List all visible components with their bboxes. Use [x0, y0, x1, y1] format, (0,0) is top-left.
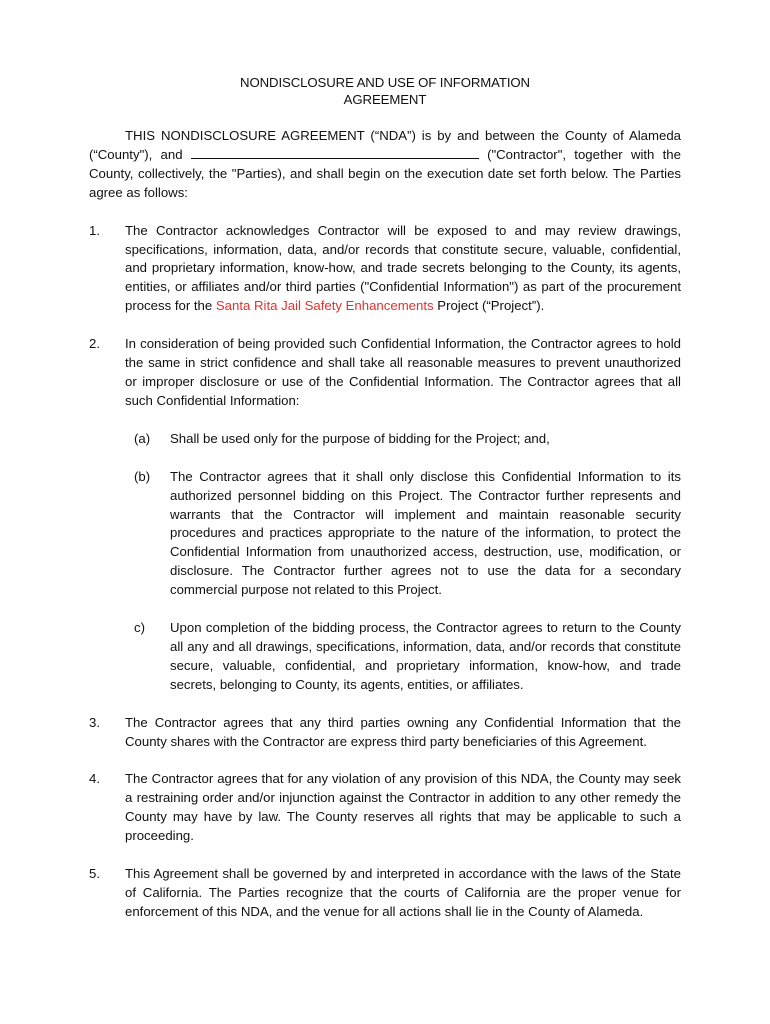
subsection-label: c)	[134, 620, 145, 636]
project-name-highlight: Santa Rita Jail Safety Enhancements	[215, 298, 434, 314]
section-number: 3.	[89, 714, 100, 730]
subsection-c	[89, 619, 681, 695]
subsection-label: (b)	[134, 468, 151, 484]
intro-text-part-2: ("Contractor", together with the County, collectively, the "Parties), and shall begin on the execution date set forth below. The Parties agree as follows:	[89, 146, 681, 200]
subsection-text: Upon completion of the bidding process, the Contractor agrees to return to the County all any and all drawings, specifications, information, data, and/or records that constitute secure, valuable, confidential, and proprietary information, know-how, and trade secrets, belonging to County, its agents, entities, or affiliates.	[170, 620, 681, 692]
section-1	[89, 222, 681, 317]
section-5	[89, 865, 681, 922]
contractor-name-blank[interactable]	[191, 146, 479, 159]
subsection-label: (a)	[134, 430, 151, 446]
title-line-2: AGREEMENT	[343, 92, 427, 107]
section-3	[89, 714, 681, 752]
subsection-a	[89, 430, 681, 449]
intro-paragraph	[89, 127, 681, 203]
section-text	[125, 222, 681, 317]
section-text: In consideration of being provided such Confidential Information, the Contractor agrees to hold the same in strict confidence and shall take all reasonable measures to prevent unauthorized or improper disclosure or use of the Confidential Information. The Contractor agrees that all such Confidential Information:	[125, 336, 681, 408]
section-1-text-before: The Contractor acknowledges Contractor will be exposed to and may review drawings, specifications, information, data, and/or records that constitute secure, valuable, confidential, and proprietary information, know-how, and trade secrets belonging to the County, its agents, entities, or affiliates and/or third parties ("Confidential Information") as part of the procurement process for the	[125, 222, 681, 314]
section-text: The Contractor agrees that for any violation of any provision of this NDA, the County may seek a restraining order and/or injunction against the Contractor in addition to any other remedy the County may have by law. The County reserves all rights that may be applicable to such a proceeding.	[125, 771, 681, 844]
title-line-1: NONDISCLOSURE AND USE OF INFORMATION	[240, 75, 530, 90]
section-number: 2.	[89, 336, 100, 352]
section-number: 5.	[89, 866, 100, 882]
intro-text-part-1: THIS NONDISCLOSURE AGREEMENT (“NDA”) is by and between the County of Alameda (“County"), and	[89, 128, 681, 162]
section-text: The Contractor agrees that any third parties owning any Confidential Information that the County shares with the Contractor are express third party beneficiaries of this Agreement.	[125, 714, 681, 749]
section-1-text-after: Project (“Project”).	[433, 298, 545, 314]
section-text: This Agreement shall be governed by and interpreted in accordance with the laws of the State of California. The Parties recognize that the courts of California are the proper venue for enforcement of this NDA, and the venue for all actions shall lie in the County of Alameda.	[125, 866, 681, 919]
document-page	[89, 74, 681, 922]
subsection-text: Shall be used only for the purpose of bidding for the Project; and,	[170, 430, 550, 446]
subsection-b	[89, 468, 681, 600]
subsection-text: The Contractor agrees that it shall only disclose this Confidential Information to its authorized personnel bidding on this Project. The Contractor further represents and warrants that the Contractor will implement and maintain reasonable security procedures and practices appropriate to the nature of the information, to protect the Confidential Information from unauthorized access, destruction, use, modification, or disclosure. The Contractor further agrees not to use the data for a secondary commercial purpose not related to this Project.	[170, 468, 681, 598]
section-4	[89, 770, 681, 846]
section-number: 1.	[89, 222, 100, 238]
section-2	[89, 335, 681, 411]
section-number: 4.	[89, 771, 100, 787]
document-title	[89, 74, 681, 108]
